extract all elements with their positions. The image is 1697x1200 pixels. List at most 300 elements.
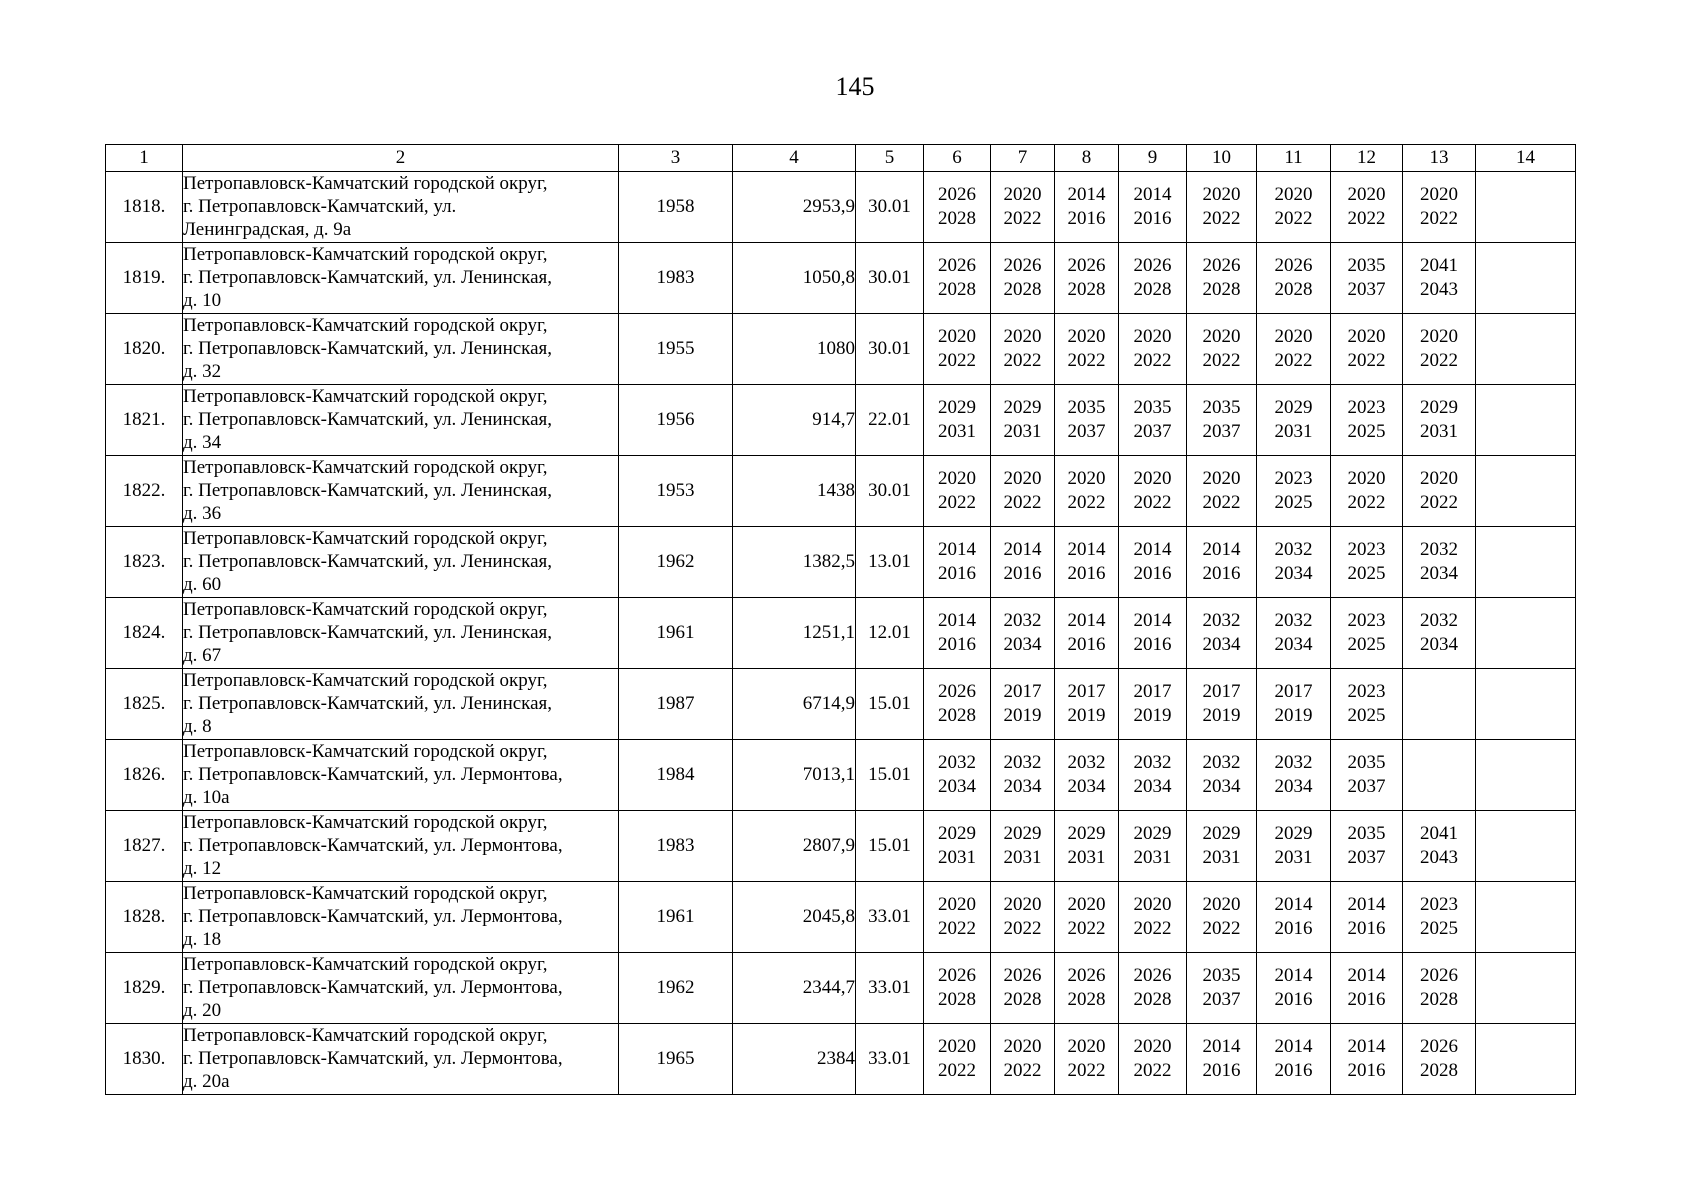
period-year: 2022 — [1133, 350, 1172, 371]
period-year: 2022 — [1420, 350, 1458, 371]
period-year: 2032 — [1003, 752, 1042, 773]
table-row — [106, 385, 1576, 456]
period-cell — [924, 385, 991, 456]
period-year: 2026 — [1067, 965, 1106, 986]
period-year: 2025 — [1347, 563, 1386, 584]
address-line: г. Петропавловск-Камчатский, ул. Ленинская, — [183, 267, 553, 288]
period-year: 2032 — [1274, 752, 1313, 773]
period-year: 2017 — [1133, 681, 1172, 702]
period-cell — [1119, 1024, 1187, 1095]
period-year: 2031 — [1003, 421, 1042, 442]
period-year: 2019 — [1067, 705, 1106, 726]
address-line: Петропавловск-Камчатский городской округ, — [183, 741, 548, 762]
period-year: 2028 — [938, 208, 976, 229]
period-cell — [1257, 456, 1331, 527]
period-cell — [1257, 598, 1331, 669]
row-number-cell: 1824. — [106, 598, 183, 669]
address-cell — [183, 598, 619, 669]
column-header: 14 — [1476, 145, 1576, 172]
period-year: 2016 — [1067, 634, 1106, 655]
year-cell: 1961 — [619, 882, 733, 953]
period-cell — [1476, 1024, 1576, 1095]
address-line: Петропавловск-Камчатский городской округ, — [183, 670, 548, 691]
period-year: 2014 — [1133, 184, 1172, 205]
year-cell: 1987 — [619, 669, 733, 740]
period-year: 2016 — [1067, 563, 1106, 584]
address-line: д. 12 — [183, 858, 222, 879]
period-year: 2031 — [1274, 421, 1313, 442]
table-row — [106, 243, 1576, 314]
address-line: г. Петропавловск-Камчатский, ул. Ленинская, — [183, 480, 553, 501]
table-row — [106, 314, 1576, 385]
period-year: 2023 — [1347, 397, 1386, 418]
period-year: 2026 — [1003, 255, 1042, 276]
period-year: 2016 — [1347, 989, 1386, 1010]
period-year: 2022 — [1133, 1060, 1172, 1081]
period-cell — [991, 598, 1055, 669]
row-number-cell: 1827. — [106, 811, 183, 882]
row-number-cell: 1820. — [106, 314, 183, 385]
period-year: 2016 — [1133, 563, 1172, 584]
period-cell — [1476, 243, 1576, 314]
address-line: Петропавловск-Камчатский городской округ, — [183, 315, 548, 336]
period-year: 2028 — [938, 705, 976, 726]
period-year: 2016 — [1202, 1060, 1241, 1081]
period-cell — [1331, 669, 1403, 740]
period-year: 2043 — [1420, 279, 1458, 300]
period-cell — [1331, 172, 1403, 243]
period-year: 2025 — [1347, 634, 1386, 655]
period-cell — [1055, 243, 1119, 314]
address-line: г. Петропавловск-Камчатский, ул. Лермонтова, — [183, 977, 563, 998]
period-year: 2023 — [1347, 539, 1386, 560]
period-year: 2034 — [1274, 563, 1313, 584]
period-cell — [1476, 882, 1576, 953]
column-header: 1 — [106, 145, 183, 172]
period-cell — [991, 882, 1055, 953]
column-header: 10 — [1187, 145, 1257, 172]
period-cell — [924, 172, 991, 243]
period-year: 2020 — [938, 1036, 976, 1057]
period-cell — [1257, 1024, 1331, 1095]
period-year: 2028 — [1274, 279, 1313, 300]
year-cell: 1983 — [619, 243, 733, 314]
period-year: 2020 — [1003, 1036, 1042, 1057]
period-year: 2029 — [1202, 823, 1241, 844]
period-year: 2020 — [1274, 184, 1313, 205]
address-line: г. Петропавловск-Камчатский, ул. Лермонтова, — [183, 764, 563, 785]
period-year: 2026 — [938, 255, 976, 276]
period-year: 2014 — [1202, 539, 1241, 560]
table-row — [106, 1024, 1576, 1095]
period-cell — [1257, 740, 1331, 811]
address-cell — [183, 527, 619, 598]
row-number-cell: 1825. — [106, 669, 183, 740]
table-row — [106, 811, 1576, 882]
period-cell — [924, 243, 991, 314]
period-year: 2016 — [1202, 563, 1241, 584]
address-line: д. 36 — [183, 503, 222, 524]
period-cell — [1187, 669, 1257, 740]
period-year: 2023 — [1420, 894, 1458, 915]
header-row — [106, 145, 1576, 172]
period-year: 2026 — [938, 681, 976, 702]
address-line: г. Петропавловск-Камчатский, ул. Лермонтова, — [183, 835, 563, 856]
period-cell — [991, 953, 1055, 1024]
period-year: 2014 — [1347, 894, 1386, 915]
period-cell — [991, 172, 1055, 243]
year-cell: 1962 — [619, 527, 733, 598]
column-header: 4 — [733, 145, 856, 172]
period-year: 2029 — [1003, 823, 1042, 844]
period-year: 2037 — [1133, 421, 1172, 442]
period-year: 2031 — [1202, 847, 1241, 868]
area-cell: 7013,1 — [733, 740, 856, 811]
period-year: 2020 — [1202, 184, 1241, 205]
code-cell: 30.01 — [856, 172, 924, 243]
period-cell — [1403, 811, 1476, 882]
period-year: 2028 — [938, 279, 976, 300]
period-year: 2022 — [1003, 350, 1042, 371]
period-cell — [1257, 385, 1331, 456]
period-year: 2016 — [1347, 1060, 1386, 1081]
period-year: 2014 — [1133, 539, 1172, 560]
period-year: 2020 — [1133, 894, 1172, 915]
period-year: 2022 — [1202, 918, 1241, 939]
period-year: 2032 — [938, 752, 976, 773]
period-year: 2032 — [1133, 752, 1172, 773]
address-line: Петропавловск-Камчатский городской округ, — [183, 457, 548, 478]
table-row — [106, 456, 1576, 527]
period-year: 2035 — [1347, 752, 1386, 773]
period-year: 2016 — [1274, 1060, 1313, 1081]
period-year: 2023 — [1274, 468, 1313, 489]
period-cell — [1187, 882, 1257, 953]
period-cell — [1119, 527, 1187, 598]
code-cell: 13.01 — [856, 527, 924, 598]
period-cell — [991, 1024, 1055, 1095]
period-year: 2014 — [1067, 539, 1106, 560]
period-year: 2028 — [938, 989, 976, 1010]
row-number-cell: 1818. — [106, 172, 183, 243]
period-cell — [1331, 243, 1403, 314]
address-line: Петропавловск-Камчатский городской округ, — [183, 173, 548, 194]
period-year: 2019 — [1202, 705, 1241, 726]
address-line: Петропавловск-Камчатский городской округ, — [183, 528, 548, 549]
period-cell — [991, 740, 1055, 811]
period-year: 2022 — [1133, 918, 1172, 939]
period-year: 2014 — [1202, 1036, 1241, 1057]
period-year: 2031 — [1420, 421, 1458, 442]
period-year: 2022 — [938, 350, 976, 371]
period-cell — [1055, 456, 1119, 527]
period-year: 2022 — [938, 492, 976, 513]
area-cell: 6714,9 — [733, 669, 856, 740]
period-cell — [924, 953, 991, 1024]
period-cell — [1257, 811, 1331, 882]
period-year: 2032 — [1420, 610, 1458, 631]
period-cell — [1119, 740, 1187, 811]
address-line: г. Петропавловск-Камчатский, ул. Лермонтова, — [183, 1048, 563, 1069]
period-cell — [1187, 314, 1257, 385]
period-cell — [1055, 1024, 1119, 1095]
period-year: 2022 — [1347, 492, 1386, 513]
period-year: 2031 — [1003, 847, 1042, 868]
address-line: д. 20а — [183, 1071, 230, 1092]
period-year: 2026 — [1420, 1036, 1458, 1057]
period-cell — [1055, 598, 1119, 669]
address-line: д. 18 — [183, 929, 222, 950]
table-row — [106, 740, 1576, 811]
period-year: 2035 — [1067, 397, 1106, 418]
period-year: 2022 — [1202, 208, 1241, 229]
period-year: 2020 — [1067, 326, 1106, 347]
year-cell: 1962 — [619, 953, 733, 1024]
address-line: г. Петропавловск-Камчатский, ул. Лермонтова, — [183, 906, 563, 927]
period-year: 2029 — [938, 397, 976, 418]
address-line: Петропавловск-Камчатский городской округ, — [183, 244, 548, 265]
period-year: 2032 — [1202, 610, 1241, 631]
period-year: 2014 — [1003, 539, 1042, 560]
address-line: Петропавловск-Камчатский городской округ, — [183, 599, 548, 620]
address-cell — [183, 811, 619, 882]
period-year: 2022 — [938, 918, 976, 939]
period-cell — [1403, 598, 1476, 669]
code-cell: 33.01 — [856, 882, 924, 953]
period-cell — [1187, 243, 1257, 314]
period-cell — [1476, 456, 1576, 527]
column-header: 6 — [924, 145, 991, 172]
period-year: 2020 — [1202, 326, 1241, 347]
period-year: 2020 — [1133, 326, 1172, 347]
address-cell — [183, 1024, 619, 1095]
period-year: 2041 — [1420, 255, 1458, 276]
period-cell — [1119, 172, 1187, 243]
period-year: 2034 — [1133, 776, 1172, 797]
registry-table — [105, 144, 1576, 1095]
period-year: 2022 — [1003, 492, 1042, 513]
period-cell — [1403, 172, 1476, 243]
period-year: 2022 — [938, 1060, 976, 1081]
address-line: д. 60 — [183, 574, 222, 595]
period-year: 2016 — [938, 634, 976, 655]
period-cell — [1187, 456, 1257, 527]
address-cell — [183, 740, 619, 811]
period-cell — [1331, 882, 1403, 953]
column-header: 12 — [1331, 145, 1403, 172]
period-year: 2016 — [1133, 634, 1172, 655]
period-year: 2022 — [1003, 208, 1042, 229]
period-year: 2031 — [938, 421, 976, 442]
address-line: г. Петропавловск-Камчатский, ул. — [183, 196, 457, 217]
period-cell — [1119, 669, 1187, 740]
period-year: 2022 — [1067, 1060, 1106, 1081]
period-year: 2026 — [1133, 965, 1172, 986]
code-cell: 30.01 — [856, 456, 924, 527]
period-year: 2023 — [1347, 681, 1386, 702]
area-cell: 2045,8 — [733, 882, 856, 953]
period-cell — [991, 456, 1055, 527]
column-header: 2 — [183, 145, 619, 172]
period-year: 2037 — [1202, 421, 1241, 442]
period-cell — [1331, 953, 1403, 1024]
period-year: 2022 — [1274, 208, 1313, 229]
period-cell — [1055, 527, 1119, 598]
period-year: 2020 — [1202, 468, 1241, 489]
period-cell — [1055, 314, 1119, 385]
year-cell: 1984 — [619, 740, 733, 811]
period-year: 2019 — [1274, 705, 1313, 726]
period-cell — [1331, 740, 1403, 811]
period-cell — [1476, 527, 1576, 598]
period-cell — [1119, 243, 1187, 314]
period-year: 2020 — [1274, 326, 1313, 347]
period-year: 2019 — [1003, 705, 1042, 726]
period-year: 2037 — [1067, 421, 1106, 442]
period-year: 2034 — [1420, 634, 1458, 655]
period-year: 2034 — [1202, 634, 1241, 655]
period-cell — [991, 314, 1055, 385]
period-year: 2029 — [938, 823, 976, 844]
area-cell: 2384 — [733, 1024, 856, 1095]
period-year: 2032 — [1274, 539, 1313, 560]
period-year: 2016 — [1067, 208, 1106, 229]
area-cell: 1382,5 — [733, 527, 856, 598]
address-line: д. 8 — [183, 716, 212, 737]
address-line: г. Петропавловск-Камчатский, ул. Ленинская, — [183, 622, 553, 643]
code-cell: 33.01 — [856, 1024, 924, 1095]
period-year: 2020 — [1003, 326, 1042, 347]
period-year: 2026 — [1067, 255, 1106, 276]
period-year: 2020 — [1420, 184, 1458, 205]
period-year: 2017 — [1202, 681, 1241, 702]
period-year: 2037 — [1347, 279, 1386, 300]
period-cell — [1187, 740, 1257, 811]
period-year: 2032 — [1420, 539, 1458, 560]
period-cell — [991, 243, 1055, 314]
period-year: 2029 — [1420, 397, 1458, 418]
period-year: 2034 — [1003, 776, 1042, 797]
period-year: 2020 — [1067, 1036, 1106, 1057]
period-year: 2028 — [1003, 279, 1042, 300]
period-year: 2020 — [1133, 1036, 1172, 1057]
period-year: 2029 — [1274, 397, 1313, 418]
period-year: 2029 — [1274, 823, 1313, 844]
period-cell — [924, 598, 991, 669]
code-cell: 15.01 — [856, 811, 924, 882]
period-cell — [1055, 172, 1119, 243]
period-cell — [1403, 953, 1476, 1024]
period-cell — [991, 669, 1055, 740]
period-year: 2022 — [1347, 208, 1386, 229]
table-header — [106, 145, 1576, 172]
row-number-cell: 1821. — [106, 385, 183, 456]
period-cell — [1331, 527, 1403, 598]
address-line: д. 67 — [183, 645, 222, 666]
period-year: 2016 — [1003, 563, 1042, 584]
area-cell: 1050,8 — [733, 243, 856, 314]
period-year: 2014 — [1274, 1036, 1313, 1057]
period-year: 2031 — [1067, 847, 1106, 868]
period-year: 2031 — [1274, 847, 1313, 868]
period-year: 2028 — [1133, 989, 1172, 1010]
period-year: 2020 — [938, 468, 976, 489]
period-year: 2020 — [1420, 326, 1458, 347]
period-year: 2022 — [1067, 492, 1106, 513]
period-cell — [1476, 811, 1576, 882]
period-cell — [1403, 456, 1476, 527]
period-cell — [1187, 953, 1257, 1024]
column-header: 8 — [1055, 145, 1119, 172]
address-line: д. 10а — [183, 787, 230, 808]
period-year: 2031 — [938, 847, 976, 868]
area-cell: 1438 — [733, 456, 856, 527]
period-cell — [1187, 1024, 1257, 1095]
period-cell — [1055, 385, 1119, 456]
address-cell — [183, 456, 619, 527]
period-year: 2020 — [1003, 184, 1042, 205]
period-year: 2014 — [1133, 610, 1172, 631]
period-cell — [1403, 740, 1476, 811]
address-line: д. 32 — [183, 361, 222, 382]
address-cell — [183, 669, 619, 740]
address-line: Петропавловск-Камчатский городской округ, — [183, 386, 548, 407]
column-header: 11 — [1257, 145, 1331, 172]
period-cell — [1476, 598, 1576, 669]
period-year: 2037 — [1202, 989, 1241, 1010]
period-year: 2020 — [1202, 894, 1241, 915]
period-cell — [1331, 598, 1403, 669]
column-header: 13 — [1403, 145, 1476, 172]
period-year: 2020 — [938, 894, 976, 915]
table-row — [106, 172, 1576, 243]
period-cell — [1476, 385, 1576, 456]
address-line: г. Петропавловск-Камчатский, ул. Ленинская, — [183, 551, 553, 572]
year-cell: 1961 — [619, 598, 733, 669]
row-number-cell: 1830. — [106, 1024, 183, 1095]
period-year: 2026 — [1274, 255, 1313, 276]
period-cell — [991, 811, 1055, 882]
period-year: 2014 — [1067, 184, 1106, 205]
period-year: 2014 — [1347, 965, 1386, 986]
period-cell — [1187, 385, 1257, 456]
address-cell — [183, 882, 619, 953]
period-cell — [1119, 882, 1187, 953]
column-header: 9 — [1119, 145, 1187, 172]
period-cell — [1119, 953, 1187, 1024]
year-cell: 1983 — [619, 811, 733, 882]
period-year: 2028 — [1420, 989, 1458, 1010]
period-cell — [1403, 882, 1476, 953]
period-year: 2020 — [938, 326, 976, 347]
period-cell — [991, 527, 1055, 598]
period-cell — [1187, 172, 1257, 243]
period-year: 2037 — [1347, 776, 1386, 797]
period-cell — [1331, 385, 1403, 456]
period-year: 2026 — [1133, 255, 1172, 276]
period-year: 2020 — [1347, 184, 1386, 205]
period-cell — [1331, 811, 1403, 882]
period-year: 2016 — [1274, 989, 1313, 1010]
period-cell — [1055, 669, 1119, 740]
table-row — [106, 669, 1576, 740]
period-cell — [924, 456, 991, 527]
period-cell — [1403, 527, 1476, 598]
page-number: 145 — [835, 72, 875, 101]
period-year: 2020 — [1003, 468, 1042, 489]
row-number-cell: 1828. — [106, 882, 183, 953]
area-cell: 1251,1 — [733, 598, 856, 669]
